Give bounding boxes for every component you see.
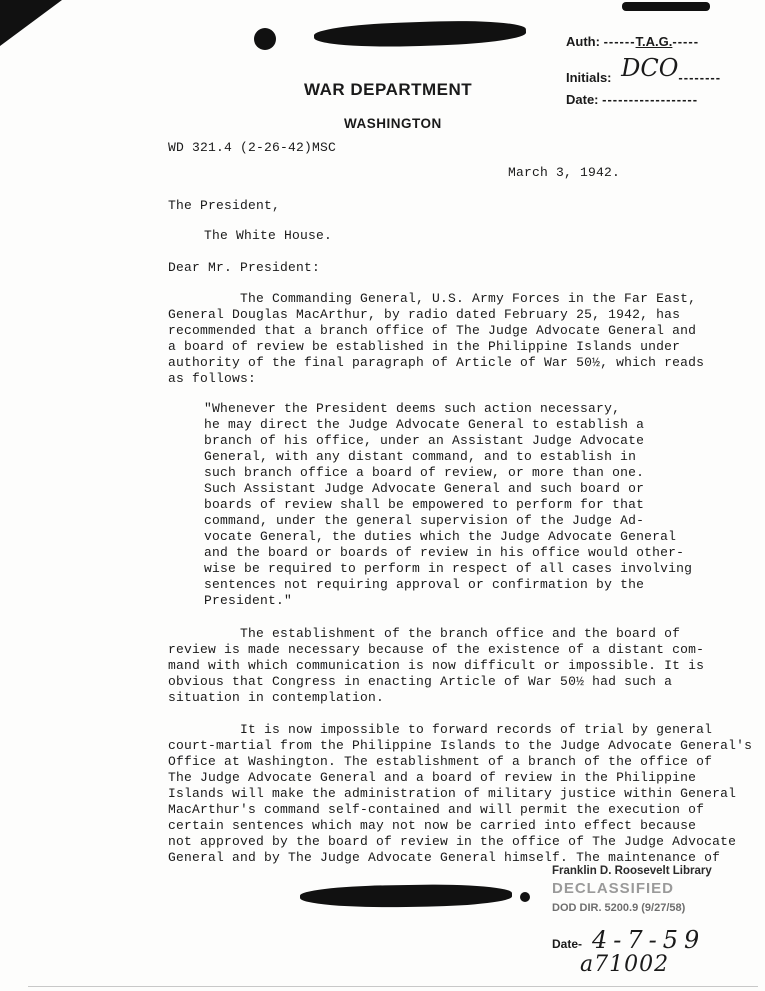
quote-line: boards of review shall be empowered to perform for that xyxy=(204,497,645,512)
redaction-top-classification xyxy=(314,18,527,49)
stamp-initials-value: DCO xyxy=(621,54,679,82)
stamp-date-label: Date: xyxy=(566,92,599,107)
text-line: mand with which communication is now difficult or impossible. It is xyxy=(168,658,705,673)
letter-date: March 3, 1942. xyxy=(508,165,621,180)
text-line: as follows: xyxy=(168,371,257,386)
reference-number: WD 321.4 (2-26-42)MSC xyxy=(168,140,337,155)
stamp-initials-label: Initials: xyxy=(566,70,612,85)
stamp-auth-label: Auth: xyxy=(566,34,600,49)
text-line: a board of review be established in the Philippine Islands under xyxy=(168,339,681,354)
quote-line: and the board or boards of review in his office would other- xyxy=(204,545,685,560)
quote-line: sentences not requiring approval or confirmation by the xyxy=(204,577,645,592)
quote-line: branch of his office, under an Assistant Judge Advocate xyxy=(204,433,645,448)
quote-line: "Whenever the President deems such action necessary, xyxy=(204,401,621,416)
text-line: MacArthur's command self-contained and will permit the execution of xyxy=(168,802,705,817)
declassified-stamp: DECLASSIFIED xyxy=(552,880,675,897)
stamp-auth-value: T.A.G. xyxy=(635,34,673,49)
text-line: review is made necessary because of the existence of a distant com- xyxy=(168,642,705,657)
text-line: The establishment of the branch office and the board of xyxy=(240,626,681,641)
text-line: General and by The Judge Advocate General himself. The maintenance of xyxy=(168,850,721,865)
text-line: authority of the final paragraph of Article of War 50½, which reads xyxy=(168,355,705,370)
text-line: The Judge Advocate General and a board of review in the Philippine xyxy=(168,770,697,785)
quote-line: vocate General, the duties which the Judge Advocate General xyxy=(204,529,677,544)
text-line: It is now impossible to forward records of trial by general xyxy=(240,722,713,737)
stamp-auth-row: Auth: ------T.A.G.----- xyxy=(566,34,700,49)
text-line: Office at Washington. The establishment of a branch of the office of xyxy=(168,754,713,769)
text-line: obvious that Congress in enacting Article of War 50½ had such a xyxy=(168,674,673,689)
redaction-bottom-classification xyxy=(300,883,512,909)
quote-line: he may direct the Judge Advocate General to establish a xyxy=(204,417,645,432)
text-line: situation in contemplation. xyxy=(168,690,385,705)
archive-date-row xyxy=(552,926,705,954)
text-line: court-martial from the Philippine Islands to the Judge Advocate General's xyxy=(168,738,753,753)
redaction-dot xyxy=(254,28,276,50)
text-line: General Douglas MacArthur, by radio dated February 25, 1942, has xyxy=(168,307,681,322)
page-bottom-rule xyxy=(28,986,758,987)
text-line: certain sentences which may not now be carried into effect because xyxy=(168,818,697,833)
text-line: The Commanding General, U.S. Army Forces in the Far East, xyxy=(240,291,697,306)
redaction-bottom-dot xyxy=(520,892,530,902)
archive-date-value: 4-7-59 xyxy=(592,926,706,954)
city-heading: WASHINGTON xyxy=(344,116,442,131)
text-line: not approved by the board of review in the office of The Judge Advocate xyxy=(168,834,737,849)
library-stamp: Franklin D. Roosevelt Library xyxy=(552,865,712,877)
stamp-date-row: Date: ------------------ xyxy=(566,92,699,107)
department-heading: WAR DEPARTMENT xyxy=(304,80,473,99)
quote-line: such branch office a board of review, or more than one. xyxy=(204,465,645,480)
page-corner-shadow xyxy=(0,0,62,46)
text-line: recommended that a branch office of The Judge Advocate General and xyxy=(168,323,697,338)
text-line: Islands will make the administration of military justice within General xyxy=(168,786,737,801)
quote-line: President." xyxy=(204,593,293,608)
quote-line: command, under the general supervision of the Judge Ad- xyxy=(204,513,645,528)
quote-line: General, with any distant command, and to establish in xyxy=(204,449,637,464)
salutation: Dear Mr. President: xyxy=(168,260,321,275)
quote-line: wise be required to perform in respect of all cases involving xyxy=(204,561,693,576)
address: The White House. xyxy=(204,228,333,243)
dod-directive-stamp: DOD DIR. 5200.9 (9/27/58) xyxy=(552,902,686,914)
addressee: The President, xyxy=(168,198,281,213)
redaction-top-stamp xyxy=(622,2,710,11)
quote-line: Such Assistant Judge Advocate General and such board or xyxy=(204,481,645,496)
stamp-initials-row: Initials: DCO-------- xyxy=(566,54,722,85)
archive-date-label: Date- xyxy=(552,937,583,951)
archive-number: a71002 xyxy=(580,952,670,977)
